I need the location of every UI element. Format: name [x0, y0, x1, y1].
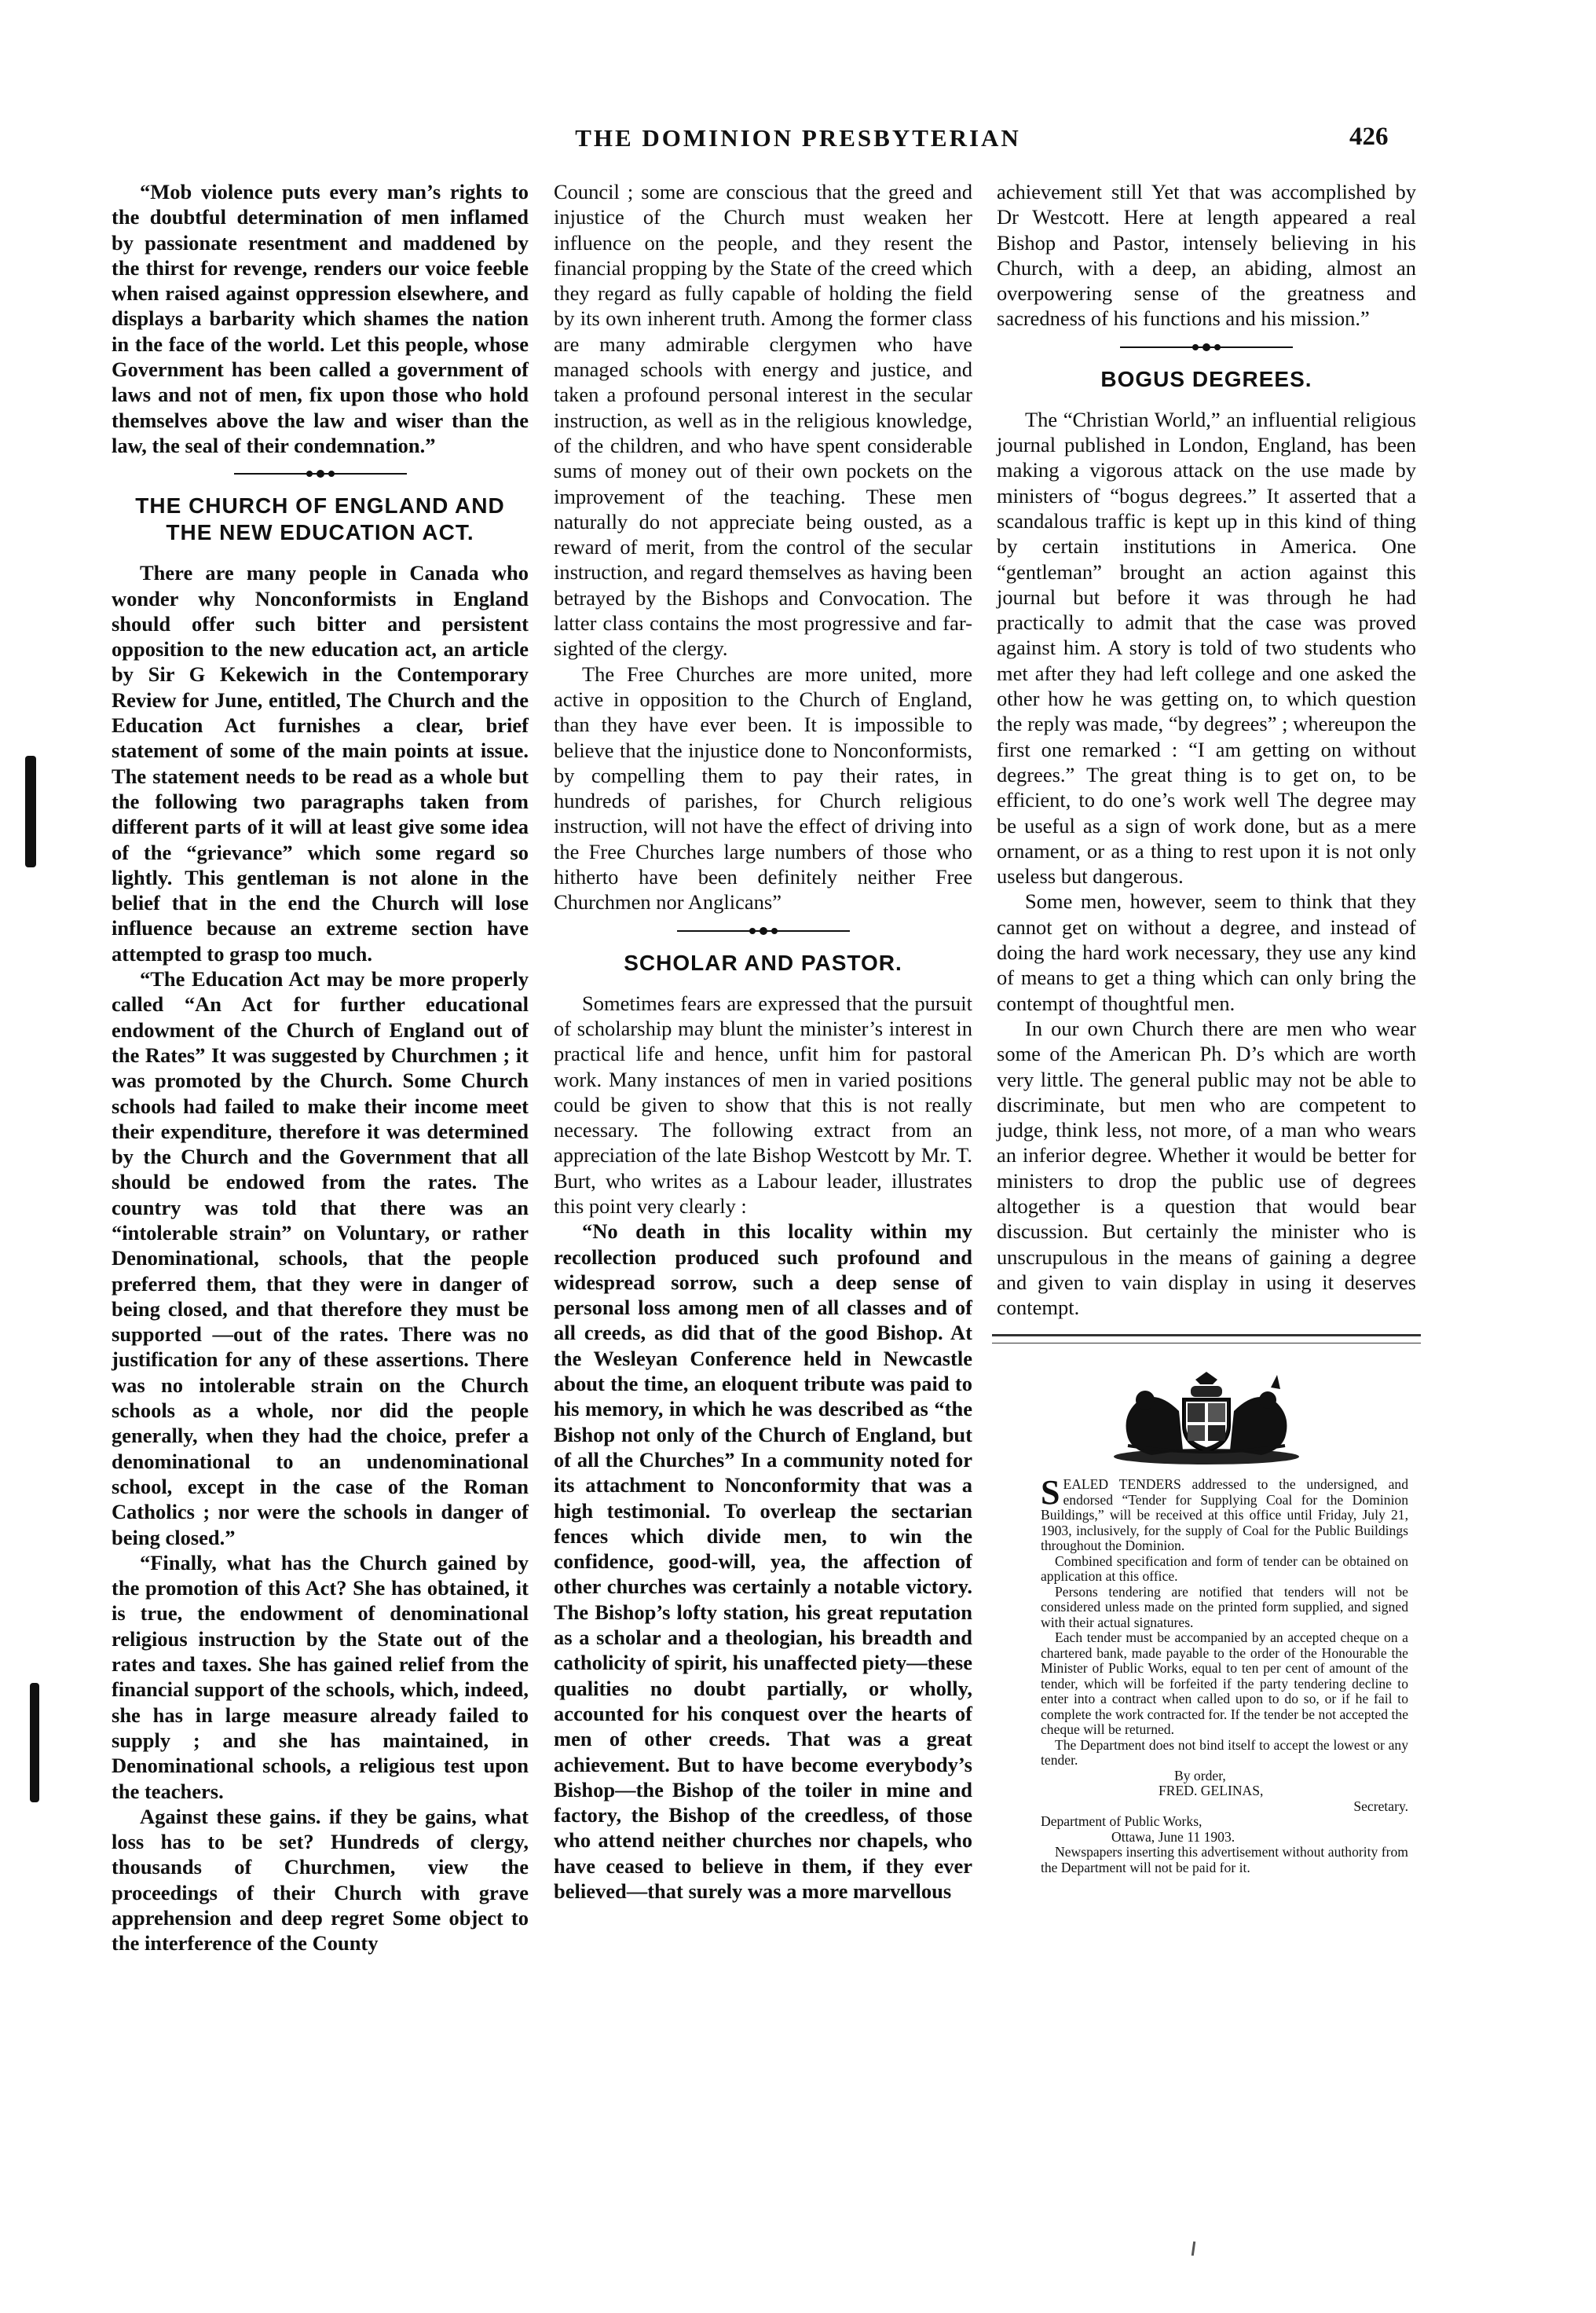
tender-department: Department of Public Works, — [1041, 1813, 1202, 1830]
quote-paragraph: “Mob violence puts every man’s rights to the doubtful determination of men inflamed by passionate resentment and maddened by the thirst for revenge, renders our voice feeble when raised against oppression elsewhere, and displays a barbarity which shames the nation in the face of the world. Let this people, whose Government has been called a government of laws and not of men, fix upon those who hold themselves above the law and wiser than the law, the seal of their condemnation.” — [112, 180, 529, 457]
ornamental-rule — [234, 467, 407, 480]
ornamental-rule — [1120, 341, 1293, 354]
tender-text: EALED TENDERS addressed to the undersigned, and endorsed “Tender for Supplying Coal for the Dominion Buildings,” will be received at this office until Friday, July 21, 1903, inclusively, for the supply of Coal for the Public Buildings throughout the Dominion. — [1041, 1476, 1408, 1554]
double-rule — [992, 1334, 1421, 1343]
column-3 — [997, 179, 1416, 1875]
article-paragraph: There are many people in Canada who wonder why Nonconformists in England should offer such bitter and persistent opposition to the new education act, an article by Sir G Kekewich in the Contemporary Review for June, entitled, The Church and the Education Act furnishes a clear, brief statement of some of the main points at issue. The statement needs to be read as a whole but the following two paragraphs taken from different parts of it will at least give some idea of the “grievance” which some regard so lightly. This gentleman is not alone in the belief that in the end the Church will lose influence because an extreme section have attempted to grasp too much. — [112, 561, 529, 966]
column-2 — [554, 179, 972, 1904]
tender-advertisement — [1041, 1473, 1408, 1875]
article-paragraph: Some men, however, seem to think that they cannot get on without a degree, and instead of doing the hard work necessary, they use any kind of means to get a thing which can only bring the contempt of thoughtful men. — [997, 889, 1416, 1015]
tender-notice: Newspapers inserting this advertisement without authority from the Department will not be paid for it. — [1041, 1844, 1408, 1875]
royal-coat-of-arms-icon — [1104, 1364, 1309, 1466]
tender-signer-title: Secretary. — [1353, 1798, 1408, 1814]
tender-by-order: By order, — [1174, 1767, 1226, 1783]
article-paragraph: Against these gains. if they be gains, what loss has to be set? Hundreds of clergy, thousands of Churchmen, view the proceedings of their Church with grave apprehension and deep regret Some object to the interference of the County — [112, 1804, 529, 1956]
tender-date: Ottawa, June 11 1903. — [1111, 1828, 1235, 1845]
article-paragraph: achievement still Yet that was accomplished by Dr Westcott. Here at length appeared a real Bishop and Pastor, intensely believing in his Church, with a deep, an abiding, almost an overpowering sense of the greatness and sacredness of his functions and his mission.” — [997, 180, 1416, 331]
margin-mark-bottom — [30, 1683, 39, 1802]
masthead-title: THE DOMINION PRESBYTERIAN — [575, 124, 1021, 152]
ornamental-rule — [677, 925, 850, 937]
tender-text: Persons tendering are notified that tenders will not be considered unless made on the printed form supplied, and signed with their actual signatures. — [1041, 1583, 1408, 1630]
tender-signer: FRED. GELINAS, — [1159, 1783, 1264, 1799]
tender-text: The Department does not bind itself to accept the lowest or any tender. — [1041, 1736, 1408, 1769]
page-number: 426 — [1349, 123, 1389, 151]
column-1 — [112, 179, 529, 1956]
article-paragraph: The “Christian World,” an influential religious journal published in London, England, has been making a vigorous attack on the use made by ministers of “bogus degrees.” It asserted that a scandalous traffic is kept up in this kind of thing by certain institutions in America. One “gentleman” brought an action against this journal but before it was through he had practically to admit that the case was proved against him. A story is told of two students who met after they had left college and one asked the other how he was getting on, to which question the reply was made, “by degrees” ; whereupon the first one remarked : “I am getting on without degrees.” The great thing is to get on, to be efficient, to do one’s work well The degree may be useful as a sign of work done, but as a mere ornament, or as a thing to rest upon it is not only useless but dangerous. — [997, 407, 1416, 889]
drop-cap: S — [1041, 1473, 1060, 1512]
article-paragraph: “No death in this locality within my recollection produced such profound and widespread sorrow, such a deep sense of personal loss among men of all classes and of all creeds, as did that of the good Bishop. At the Wesleyan Conference held in Newcastle about the time, an eloquent tribute was paid to his memory, in which he was described as “the Bishop not only of the Church of England, but of all the Churches” In a community noted for its attachment to Nonconformity that was a high testimonial. To overleap the sectarian fences which divide men, to win the confidence, good-will, yea, the affection of other churches was certainly a notable victory. The Bishop’s lofty station, his great reputation as a scholar and a theologian, his breadth and catholicity of spirit, his unaffected piety—these qualities no doubt partially, or wholly, accounted for his conquest over the hearts of men of other creeds. That was a great achievement. But to have become everybody’s Bishop—the Bishop of the toiler in mine and factory, the Bishop of the creedless, of those who attend neither churches nor chapels, who have ceased to believe in them, if they ever believed—that surely was a more marvellous — [554, 1219, 972, 1903]
article-heading-scholar-pastor: SCHOLAR AND PASTOR. — [624, 950, 902, 975]
article-paragraph: “The Education Act may be more properly called “An Act for further educational endowment of the Church of England out of the Rates” It was suggested by Churchmen ; it was promoted by the Church. Some Church schools had failed to make their income meet their expenditure, therefore it was determined by the Church and the Government that all should be endowed from the rates. The country was told that there was an “intolerable strain” on Voluntary, or rather Denominational, schools, that the people preferred them, that they were in danger of being closed, and that therefore they must be supported —out of the rates. There was no justification for any of these assertions. There was no intolerable strain on the Church schools as a whole, nor did the people generally, when they had the choice, prefer a denominational to an undenominational school, except in the case of the Roman Catholics ; nor were the schools in danger of being closed.” — [112, 967, 529, 1549]
article-paragraph: Council ; some are conscious that the greed and injustice of the Church must weaken her influence on the people, and they resent the financial propping by the State of the creed which they regard as fully capable of holding the field by its own inherent truth. Among the former class are many admirable clergymen who have managed schools with energy and justice, and taken a profound personal interest in the secular instruction, as well as in the religious knowledge, of the children, and who have spent considerable sums of money out of their own pockets on the improvement of the teaching. These men naturally do not appreciate being ousted, as a reward of merit, from the control of the secular instruction, and regard themselves as having been betrayed by the Bishops and Convocation. The latter class contains the most progressive and far-sighted of the clergy. — [554, 180, 972, 661]
article-heading-bogus-degrees: BOGUS DEGREES. — [1100, 366, 1312, 391]
article-paragraph: Sometimes fears are expressed that the pursuit of scholarship may blunt the minister’s interest in practical life and hence, unfit him for pastoral work. Many instances of men in varied positions could be given to show that this is not really necessary. The following extract from an appreciation of the late Bishop Westcott by Mr. T. Burt, who writes as a Labour leader, illustrates this point very clearly : — [554, 991, 972, 1218]
margin-mark-top — [25, 756, 36, 867]
stray-mark — [1192, 2242, 1195, 2256]
article-paragraph: In our own Church there are men who wear some of the American Ph. D’s which are worth very little. The general public may not be able to discriminate, but men who are competent to judge, think less, not more, of a man who wears an inferior degree. Whether it would be better for ministers to drop the public use of degrees altogether is a question that would bear discussion. But certainly the minister who is unscrupulous in the means of gaining a degree and given to vain display in using it deserves contempt. — [997, 1016, 1416, 1320]
tender-text: Combined specification and form of tender can be obtained on application at this office. — [1041, 1552, 1408, 1585]
article-heading-church-education: THE CHURCH OF ENGLAND AND THE NEW EDUCATION ACT. — [135, 493, 505, 545]
article-paragraph: “Finally, what has the Church gained by the promotion of this Act? She has obtained, it is true, the endowment of denominational religious instruction by the State out of the rates and taxes. She has gained relief from the financial support of the schools, which, indeed, she has in large measure already failed to supply ; and she has maintained, in Denominational schools, a religious test upon the teachers. — [112, 1550, 529, 1803]
article-paragraph: The Free Churches are more united, more active in opposition to the Church of England, than they have ever been. It is impossible to believe that the injustice done to Nonconformists, by compelling them to pay their rates, in hundreds of parishes, for Church religious instruction, will not have the effect of driving into the Free Churches large numbers of those who hitherto have been definitely neither Free Churchmen nor Anglicans” — [554, 662, 972, 915]
tender-text: Each tender must be accompanied by an accepted cheque on a chartered bank, made payable to the order of the Honourable the Minister of Public Works, equal to ten per cent of amount of the tender, which will be forfeited if the party tendering decline to enter into a contract when called upon to do so, or if he fail to complete the work contracted for. If the tender be not accepted the cheque will be returned. — [1041, 1629, 1408, 1738]
